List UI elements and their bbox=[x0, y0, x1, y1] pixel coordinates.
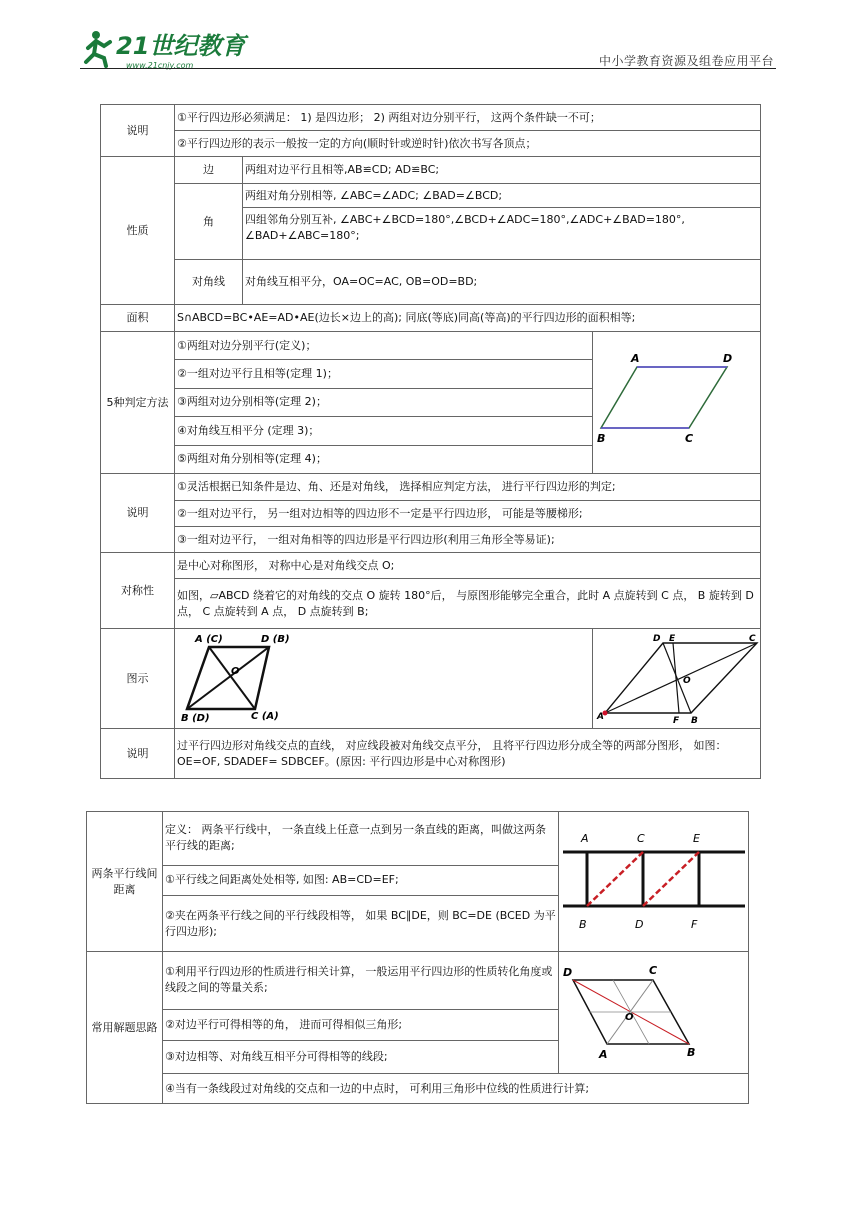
angle-text2: 四组邻角分别互补, ∠ABC+∠BCD=180°,∠BCD+∠ADC=180°,∠ADC+∠BAD=180°, ∠BAD+∠ABC=180°; bbox=[243, 208, 761, 260]
symmetry-line2: 如图，▱ABCD 绕着它的对角线的交点 O 旋转 180°后， 与原图形能够完全重合，此时 A 点旋转到 C 点， B 旋转到 D 点， C 点旋转到 A 点， D 点旋转到 B; bbox=[175, 579, 761, 629]
fig4-label-o: O bbox=[625, 1012, 634, 1023]
distance-item1: ①平行线之间距离处处相等, 如图: AB=CD=EF; bbox=[163, 865, 559, 896]
diag-label: 对角线 bbox=[175, 260, 243, 305]
explain3-text: 过平行四边形对角线交点的直线， 对应线段被对角线交点平分， 且将平行四边形分成全等的两部分图形， 如图：OE=OF, SDADEF= SDBCEF。(原因: 平行四边形是中心对称图形) bbox=[175, 729, 761, 779]
fig2-label-c: C bbox=[749, 634, 756, 644]
fig2-label-a: A bbox=[597, 712, 604, 722]
parallelogram-diagonal-figure bbox=[559, 952, 747, 1068]
fig-label-b: B bbox=[597, 432, 606, 445]
angle-text1: 两组对角分别相等, ∠ABC=∠ADC; ∠BAD=∠BCD; bbox=[243, 184, 761, 208]
fig3-label-d: D bbox=[635, 918, 644, 931]
parallelogram-table bbox=[100, 104, 761, 779]
fig2-label-e: E bbox=[669, 634, 676, 644]
fig1-label-db: D (B) bbox=[261, 634, 290, 645]
distance-label: 两条平行线间距离 bbox=[87, 812, 163, 952]
figure2-cell bbox=[593, 629, 761, 729]
fig2-label-o: O bbox=[683, 676, 691, 686]
explain2-label: 说明 bbox=[101, 474, 175, 553]
fig3-label-a: A bbox=[581, 832, 589, 845]
symmetry-label: 对称性 bbox=[101, 553, 175, 629]
fig4-label-b: B bbox=[687, 1046, 696, 1059]
logo-text: 21世纪教育 bbox=[116, 32, 246, 60]
angle-label: 角 bbox=[175, 184, 243, 260]
explain2-line1: ①灵活根据已知条件是边、角、还是对角线， 选择相应判定方法， 进行平行四边形的判定; bbox=[175, 474, 761, 501]
criteria-item: ①两组对边分别平行(定义)； bbox=[175, 332, 593, 360]
side-text: 两组对边平行且相等,AB≌CD; AD≌BC; bbox=[243, 157, 761, 184]
fig2-label-d: D bbox=[653, 634, 661, 644]
parallel-lines-table bbox=[86, 811, 749, 1104]
diag-text: 对角线互相平分，OA=OC=AC, OB=OD=BD; bbox=[243, 260, 761, 305]
criteria-figure-cell bbox=[593, 332, 761, 474]
criteria-label: 5种判定方法 bbox=[101, 332, 175, 474]
side-label: 边 bbox=[175, 157, 243, 184]
fig3-label-c: C bbox=[637, 832, 645, 845]
area-text: S∩ABCD=BC•AE=AD•AE(边长×边上的高); 同底(等底)同高(等高)的平行四边形的面积相等; bbox=[175, 305, 761, 332]
fig1-label-ca: C (A) bbox=[251, 711, 279, 722]
fig-label-d: D bbox=[723, 352, 733, 365]
logo-url: www.21cnjy.com bbox=[126, 61, 194, 70]
approach-figure-cell bbox=[559, 952, 749, 1074]
criteria-item: ③两组对边分别相等(定理 2)； bbox=[175, 388, 593, 416]
platform-title: 中小学教育资源及组卷应用平台 bbox=[598, 54, 774, 68]
fig-label-c: C bbox=[685, 432, 694, 445]
explain2-line2: ②一组对边平行， 另一组对边相等的四边形不一定是平行四边形， 可能是等腰梯形; bbox=[175, 501, 761, 527]
fig4-label-d: D bbox=[563, 966, 573, 979]
fig1-label-o: O bbox=[231, 666, 240, 677]
fig4-label-c: C bbox=[649, 964, 658, 977]
line-through-center-figure bbox=[593, 629, 759, 723]
explain1-label: 说明 bbox=[101, 105, 175, 157]
criteria-item: ②一组对边平行且相等(定理 1)； bbox=[175, 360, 593, 388]
distance-definition: 定义： 两条平行线中， 一条直线上任意一点到另一条直线的距离，叫做这两条平行线的距离; bbox=[163, 812, 559, 866]
approach-item3: ③对边相等、对角线互相平分可得相等的线段; bbox=[163, 1040, 559, 1073]
explain3-label: 说明 bbox=[101, 729, 175, 779]
fig1-label-ac: A (C) bbox=[195, 634, 223, 645]
approach-item1: ①利用平行四边形的性质进行相关计算， 一般运用平行四边形的性质转化角度或线段之间的等量关系; bbox=[163, 952, 559, 1010]
properties-label: 性质 bbox=[101, 157, 175, 305]
fig2-label-b: B bbox=[691, 716, 698, 723]
approach-item2: ②对边平行可得相等的角， 进而可得相似三角形; bbox=[163, 1009, 559, 1040]
approach-label: 常用解题思路 bbox=[87, 952, 163, 1104]
area-label: 面积 bbox=[101, 305, 175, 332]
figures-label: 图示 bbox=[101, 629, 175, 729]
explain1-line1: ①平行四边形必须满足： 1) 是四边形； 2) 两组对边分别平行， 这两个条件缺一不可； bbox=[175, 105, 761, 131]
explain2-line3: ③一组对边平行， 一组对角相等的四边形是平行四边形(利用三角形全等易证); bbox=[175, 527, 761, 553]
fig-label-a: A bbox=[631, 352, 640, 365]
figure1-cell bbox=[175, 629, 593, 729]
fig2-label-f: F bbox=[673, 716, 680, 723]
criteria-item: ⑤两组对角分别相等(定理 4)； bbox=[175, 445, 593, 473]
runner-icon bbox=[86, 31, 110, 66]
distance-item2: ②夹在两条平行线之间的平行线段相等， 如果 BC∥DE，则 BC=DE (BCED 为平行四边形); bbox=[163, 896, 559, 952]
page-header bbox=[0, 0, 860, 80]
explain1-line2: ②平行四边形的表示一般按一定的方向(顺时针或逆时针)依次书写各顶点； bbox=[175, 131, 761, 157]
fig3-label-b: B bbox=[579, 918, 587, 931]
fig1-label-bd: B (D) bbox=[181, 713, 210, 723]
parallel-lines-figure bbox=[559, 812, 747, 946]
fig3-label-f: F bbox=[691, 918, 698, 931]
logo bbox=[80, 26, 260, 72]
parallelogram-figure bbox=[593, 332, 759, 468]
header-rule bbox=[80, 68, 776, 69]
rotation-figure bbox=[175, 629, 465, 723]
symmetry-line1: 是中心对称图形， 对称中心是对角线交点 O; bbox=[175, 553, 761, 579]
fig3-label-e: E bbox=[693, 832, 700, 845]
criteria-item: ④对角线互相平分 (定理 3)； bbox=[175, 417, 593, 445]
distance-figure-cell bbox=[559, 812, 749, 952]
approach-item4: ④当有一条线段过对角线的交点和一边的中点时， 可利用三角形中位线的性质进行计算; bbox=[163, 1074, 749, 1104]
fig4-label-a: A bbox=[599, 1048, 608, 1061]
